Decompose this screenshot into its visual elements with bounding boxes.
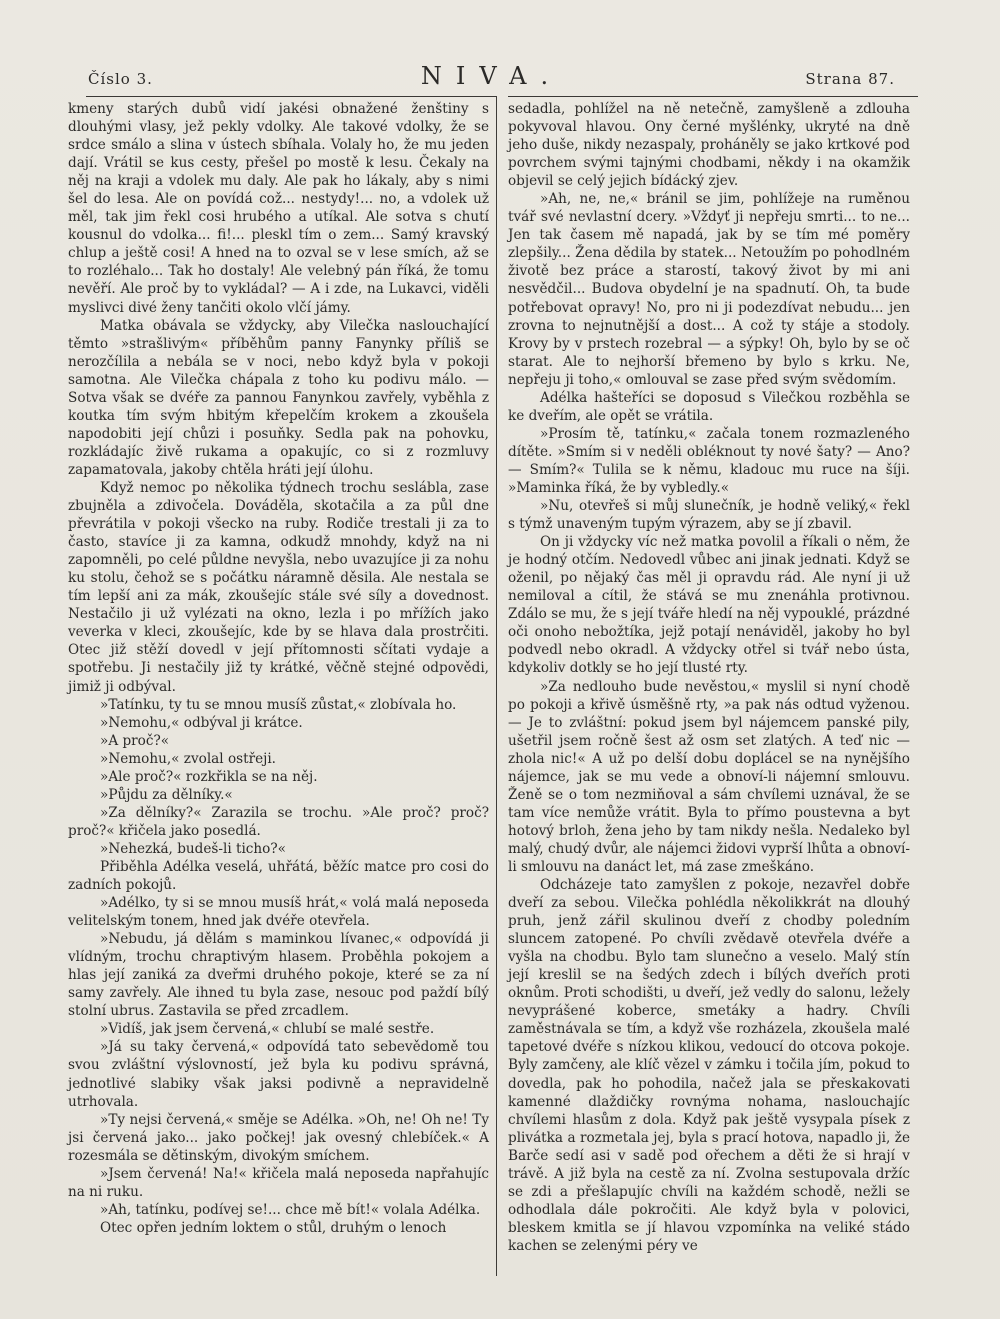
paragraph: »Ty nejsi červená,« směje se Adélka. »Oh, ne! Oh ne! Ty jsi červená jako... jako počkej! jak ovesný chlebíček.« A rozesmála se dětinským, divokým smíchem.: [68, 1111, 489, 1164]
paragraph: sedadla, pohlížel na ně netečně, zamyšleně a zdlouha pokyvoval hlavou. Ony černé myšlénky, ukryté na dně jeho duše, nikdy nezaspaly, proháněly se jako krtkové pod povrchem svými tajnými chodbami, někdy i na okamžik objevil se celý jejich bídácký zjev.: [508, 101, 910, 190]
header-rule-left: [86, 96, 496, 97]
paragraph: Odcházeje tato zamyšlen z pokoje, nezavřel dobře dveří za sebou. Vilečka pohlédla několikkrát na dlouhý pruh, jenž zářil skulinou dveří z chodby poledním sluncem zatopené. Po chvíli zvědavě otevřela dvéře a vyšla na chodbu. Bylo tam slunečno a veselo. Malý stín její kreslil se na šedých zdech i bílých dveřích proti oknům. Proti schodišti, u dveří, jež vedly do salonu, ležely nevyprášené koberce, smetáky a hadry. Chvíli zaměstnávala se tím, a když vše rozházela, zkoušela malé tapetové dvéře s nízkou klikou, vedoucí do otcova pokoje. Byly zamčeny, ale klíč vězel v zámku i točila jím, pokud to dovedla, pak ho pohodila, načež jala se přeskakovati kamenné dlaždičky rovnýma nohama, naslouchajíc chvílemi hlasům z dola. Když pak ještě vysypala písek z plivátka a rozmetala jej, byla s prací hotova, napadlo ji, že Barče sedí asi v sadě pod ořechem a děti že si hrají v trávě. A již byla na cestě za ní. Zvolna sestupovala držíc se zdi a přešlapujíc chvíli na každém schodě, nežli se odhodlala dále pokročiti. Ale když byla v polovici, bleskem kmitla se jí hlavou vzpomínka na veliké stádo kachen se zelenými péry ve: [508, 877, 910, 1254]
paragraph: »Nemohu,« odbýval ji krátce.: [100, 714, 303, 731]
paragraph: »Adélko, ty si se mnou musíš hrát,« volá malá neposeda velitelským tonem, hned jak dvéře otevřela.: [68, 895, 489, 930]
paragraph: »Nehezká, budeš-li ticho?«: [100, 840, 286, 857]
right-column: [508, 100, 910, 1255]
paragraph: »Nebudu, já dělám s maminkou lívanec,« odpovídá ji vlídným, trochu chraptivým hlasem. Proběhla pokojem a hlas její zaniká za dveřmi druhého pokoje, které se za ní samy zavřely. Ale ihned tu byla zase, nesouc pod paždí bílý stolní ubrus. Zastavila se před zrcadlem.: [68, 931, 489, 1020]
paragraph: Když nemoc po několika týdnech trochu seslábla, zase zbujněla a zdivočela. Dováděla, skotačila a za půl dne převrátila v pokoji všecko na ruby. Rodiče trestali ji za to často, stavíce ji za kamna, odkudž mnohdy, když na ni zapomněli, po celé půldne nevyšla, nebo uvazujíce ji za nohu ku stolu, čehož se s počátku náramně děsila. Ale nestala se tím lepší ani za mák, zkoušejíc stále své síly a dovednost. Nestačilo ji už vylézati na okno, lezla i po mřížích jako veverka v kleci, zkoušejíc, kde by se hlava dala prostrčiti. Otec již stěží dovedl v její přítomnosti sčítati vydaje a spotřebu. Ji nestačily již ty krátké, věčně stejné odpovědi, jimiž ji odbýval.: [68, 479, 489, 695]
paragraph: Otec opřen jedním loktem o stůl, druhým o lenoch: [100, 1219, 447, 1236]
paragraph: »Ale proč?« rozkřikla se na něj.: [100, 768, 318, 785]
paragraph: »Ah, ne, ne,« bránil se jim, pohlížeje na ruměnou tvář své nevlastní dcery. »Vždyť ji nepřeju smrti... to ne... Jen tak časem mě napadá, jak by se tím mé poměry zlepšily... Žena dědila by statek... Netoužím po pohodlném životě bez práce a starostí, takový život by mi ani nesvědčil... Budova obydelní je na spadnutí. Oh, ta bude potřebovat opravy! No, pro ni ji podezdívat nebudu... jen zrovna to nejnutnější a dost... A což ty stáje a stodoly. Krovy by v prstech rozebral — a sýpky! Oh, bylo by se oč starat. Ale to nejhorší břemeno by bylo s krku. Ne, nepřeju ji toho,« omlouval se zase před svým svědomím.: [508, 191, 910, 388]
paragraph: Adélka hašteříci se doposud s Vilečkou rozběhla se ke dveřím, ale opět se vrátila.: [508, 389, 910, 424]
paragraph: »A proč?«: [100, 732, 170, 749]
paragraph: »Jsem červená! Na!« křičela malá neposeda napřahujíc na ni ruku.: [68, 1165, 489, 1200]
column-divider: [496, 96, 497, 1276]
paragraph: Matka obávala se vždycky, aby Vilečka naslouchající těmto »strašlivým« příběhům panny Fanynky příliš se nerozčílila a nebála se v noci, nebo když byla v pokoji samotna. Ale Vilečka chápala z toho ku podivu málo. — Sotva však se dvéře za pannou Fanynkou zavřely, vyběhla z koutka tím svým hbitým křepelčím krokem a zkoušela napodobiti její chůzi i posuňky. Sedla pak na pohovku, rozkládajíc živě rukama a opakujíc, co si z rozmluvy zapamatovala, jakoby chtěla hráti její úlohu.: [68, 317, 489, 478]
paragraph: kmeny starých dubů vidí jakési obnažené ženštiny s dlouhými vlasy, jež pekly vdolky. Ale takové vdolky, že se srdce smálo a slina v ústech sbíhala. Volaly ho, že mu jeden dají. Vrátil se kus cesty, přešel po mostě k lesu. Čekaly na něj na kraji a vdolek mu daly. Ale pak ho lákaly, aby s nimi šel do lesa. Ale on povídá což... nestydy!... no, a vdolek už měl, tak jim řekl cosi hrubého a utíkal. Ale sotva s chutí kousnul do vdolka... fi!... pleskl tím o zem... Samý kravský chlup a ještě cosi! A hned na to ozval se v lese smích, až se to rozléhalo... Tak ho dostaly! Ale velebný pán říká, že tomu nevěří. Ale proč by to vykládal? — A i zde, na Lukavci, viděli myslivci divé ženy tančiti okolo vlčí jámy.: [68, 101, 489, 316]
paragraph: »Půjdu za dělníky.«: [100, 786, 233, 803]
paragraph: »Za dělníky?« Zarazila se trochu. »Ale proč? proč? proč?« křičela jako posedlá.: [68, 804, 489, 839]
left-column: [68, 100, 489, 1237]
paragraph: »Prosím tě, tatínku,« začala tonem rozmazleného dítěte. »Smím si v neděli obléknout ty nové šaty? — Ano? — Smím?« Tulila se k němu, kladouc mu ruce na šíji. »Maminka říká, že by vybledly.«: [508, 425, 910, 496]
paragraph: »Nu, otevřeš si můj slunečník, je hodně veliký,« řekl s týmž unaveným tupým výrazem, aby se jí zbavil.: [508, 498, 910, 533]
paragraph: »Nemohu,« zvolal ostřeji.: [100, 750, 276, 767]
journal-title: NIVA.: [420, 62, 563, 90]
issue-number: Číslo 3.: [88, 70, 153, 88]
header-rule-right: [508, 96, 918, 97]
paragraph: »Já su taky červená,« odpovídá tato sebevědomě tou svou zvláštní výslovností, jež byla ku podivu správná, jednotlivé slabiky však jaksi podivně a nepravidelně utrhovala.: [68, 1039, 489, 1110]
page-number: Strana 87.: [805, 70, 895, 88]
paragraph: Přiběhla Adélka veselá, uhřátá, běžíc matce pro cosi do zadních pokojů.: [68, 858, 489, 894]
paragraph: »Za nedlouho bude nevěstou,« myslil si nyní chodě po pokoji a křivě úsměšně rty, »a pak nás odtud vyženou. — Je to zvláštní: pokud jsem byl nájemcem panské pily, ušetřil jsem ročně šest až osm set zlatých. A teď nic — zhola nic!« A už po delší dobu doplácel se na nynějšího nájemce, jak se mu vede a obnoví-li nájemní smlouvu. Ženě se o tom nezmiňoval a sám chvílemi uznával, že se tam více nemůže vrátit. Byla to přímo poustevna a byt hotový brloh, žena jeho by tam nikdy nešla. Nedaleko byl malý, chudý dvůr, ale nájemci židovi vyprší lhůta a obnoví-li smlouvu na danáct let, má zase zmeškáno.: [508, 678, 910, 875]
paragraph: »Tatínku, ty tu se mnou musíš zůstat,« zlobívala ho.: [100, 696, 457, 713]
paragraph: On ji vždycky víc než matka povolil a říkali o něm, že je hodný otčím. Nedovedl vůbec ani jinak jednati. Když se oženil, po nějaký čas měl ji opravdu rád. Ale nyní ji už nemiloval a cítil, že stává se mu znenáhla protivnou. Zdálo se mu, že s její tváře hledí na něj vypouklé, prázdné oči onoho nebožtíka, jejž potají nenáviděl, jakoby ho byl podvedl nebo okradl. A vždycky otřel si tvář nebo ústa, kdykoliv dotkly se ho její tlusté rty.: [508, 534, 910, 677]
paragraph: »Ah, tatínku, podívej se!... chce mě bít!« volala Adélka.: [100, 1201, 481, 1218]
page-header: [88, 62, 895, 92]
paragraph: »Vidíš, jak jsem červená,« chlubí se malé sestře.: [100, 1021, 435, 1038]
